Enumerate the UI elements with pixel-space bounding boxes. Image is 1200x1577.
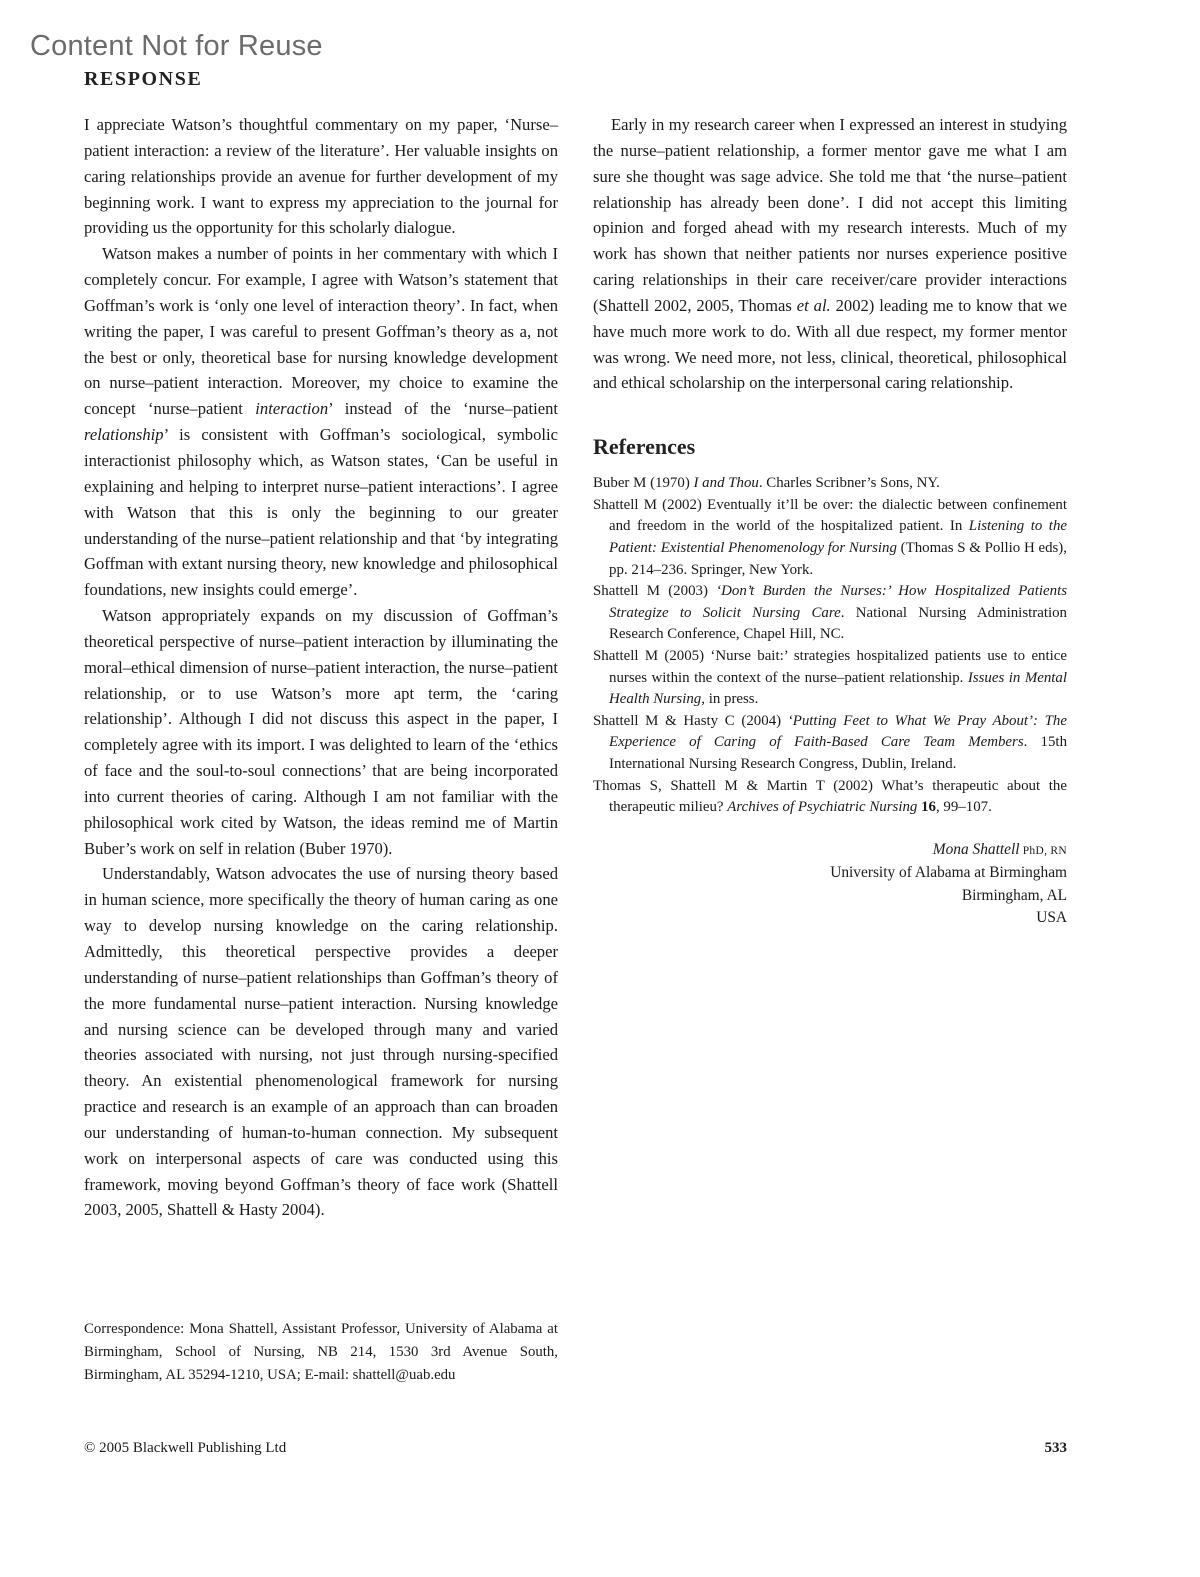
- reference-title: ‘Putting Feet to What We Pray About’: The Experience of Caring of Faith-Based Care Team Members: [609, 712, 1067, 751]
- paragraph-5: [593, 112, 1067, 396]
- author-city: Birmingham, AL: [961, 886, 1067, 904]
- reference-title: Archives of Psychiatric Nursing: [727, 799, 918, 816]
- paragraph-2-emphasis-interaction: interaction: [255, 399, 329, 419]
- reference-text: Shattell M & Hasty C (2004): [593, 712, 788, 729]
- left-column: [84, 112, 558, 1223]
- right-column: [593, 112, 1067, 929]
- author-credentials: PhD, RN: [1019, 844, 1067, 857]
- references-title: References: [593, 434, 696, 460]
- reference-text: Buber M (1970): [593, 475, 694, 492]
- reference-item: [593, 776, 1067, 819]
- paragraph-5-part-a: Early in my research career when I expressed an interest in studying the nurse–patient relationship, a former mentor gave me what I am sure she thought was sage advice. She told me that ‘the nurse–patient relationship has already been done’. I did not accept this limiting opinion and forged ahead with my research interests. Much of my work has shown that neither patients nor nurses experience positive caring relationships in their care receiver/care provider interactions (Shattell 2002, 2005, Thomas: [593, 115, 1067, 315]
- reference-title: Listening to the Patient: Existential Phenomenology for Nursing: [609, 518, 1067, 557]
- watermark: Content Not for Reuse: [30, 30, 323, 62]
- paragraph-4: Understandably, Watson advocates the use of nursing theory based in human science, more specifically the theory of human caring as one way to develop nursing knowledge on the caring relationship. Admittedly, this theoretical perspective provides a deeper understanding of nurse–patient relationships than Goffman’s theory of the more fundamental nurse–patient interaction. Nursing knowledge and nursing science can be developed through many and varied theories associated with nursing, not just through nursing-specified theory. An existential phenomenological framework for nursing practice and research is an example of an approach than can broaden our understanding of human-to-human connection. My subsequent work on interpersonal aspects of care was conducted using this framework, moving beyond Goffman’s theory of face work (Shattell 2003, 2005, Shattell & Hasty 2004).: [84, 864, 558, 1220]
- author-name: Mona Shattell: [932, 840, 1020, 858]
- author-affiliation: University of Alabama at Birmingham: [830, 864, 1067, 882]
- reference-title: ‘Don’t Burden the Nurses:’ How Hospitalized Patients Strategize to Solicit Nursing Care: [609, 583, 1067, 621]
- paragraph-5-part-b: 2002) leading me to know that we have much more work to do. With all due respect, my former mentor was wrong. We need more, not less, clinical, theoretical, philosophical and ethical scholarship on the interpersonal caring relationship.: [593, 295, 1067, 393]
- reference-text: . National Nursing Administration Research Conference, Chapel Hill, NC.: [609, 604, 1067, 643]
- author-signature: [593, 839, 1067, 930]
- reference-volume: 16: [917, 799, 936, 816]
- paragraph-2-part-a: Watson makes a number of points in her commentary with which I completely concur. For example, I agree with Watson’s statement that Goffman’s work is ‘only one level of interaction theory’. In fact, when writing the paper, I was careful to present Goffman’s theory as a, not the best or only, theoretical base for nursing knowledge development on nurse–patient interaction. Moreover, my choice to examine the concept ‘nurse–patient: [84, 244, 558, 419]
- paragraph-1: I appreciate Watson’s thoughtful commentary on my paper, ‘Nurse–patient interaction: a review of the literature’. Her valuable insights on caring relationships provide an avenue for further development of my beginning work. I want to express my appreciation to the journal for providing us the opportunity for this scholarly dialogue.: [84, 115, 558, 238]
- reference-item: [593, 495, 1067, 581]
- author-name-line: [593, 839, 1067, 862]
- page-number: 533: [1044, 1440, 1067, 1456]
- paragraph-3: Watson appropriately expands on my discussion of Goffman’s theoretical perspective of nurse–patient interaction by illuminating the moral–ethical dimension of nurse–patient interaction, the nurse–patient relationship, or to use Watson’s more apt term, the ‘caring relationship’. Although I did not discuss this aspect in the paper, I completely agree with its import. I was delighted to learn of the ‘ethics of face and the soul-to-soul connections’ that are being incorporated into current theories of caring. Although I am not familiar with the philosophical work cited by Watson, the ideas remind me of Martin Buber’s work on self in relation (Buber 1970).: [84, 606, 558, 858]
- reference-text: , 99–107.: [935, 799, 992, 816]
- section-heading: RESPONSE: [84, 68, 203, 90]
- paragraph-2: [84, 241, 558, 603]
- reference-title: I and Thou: [693, 475, 759, 492]
- copyright-footer: © 2005 Blackwell Publishing Ltd: [84, 1440, 287, 1456]
- reference-text: Shattell M (2003): [593, 583, 717, 600]
- reference-text: . 15th International Nursing Research Congress, Dublin, Ireland.: [609, 734, 1068, 772]
- reference-text: . Charles Scribner’s Sons, NY.: [758, 475, 940, 492]
- reference-text: (Thomas S & Pollio H eds), pp. 214–236. Springer, New York.: [609, 540, 1067, 578]
- correspondence-note: Correspondence: Mona Shattell, Assistant Professor, University of Alabama at Birmingham, School of Nursing, NB 214, 1530 3rd Avenue South, Birmingham, AL 35294-1210, USA; E-mail: shattell@uab.edu: [84, 1321, 558, 1383]
- paragraph-5-emphasis: et al.: [796, 295, 831, 315]
- reference-item: [593, 581, 1067, 646]
- paragraph-2-emphasis-relationship: relationship: [84, 425, 164, 445]
- reference-item: [593, 646, 1067, 711]
- reference-item: [593, 473, 1067, 495]
- paragraph-2-part-b: ’ instead of the ‘nurse–patient: [328, 399, 558, 419]
- reference-text: , in press.: [701, 691, 759, 708]
- reference-item: [593, 711, 1067, 776]
- reference-text: Thomas S, Shattell M & Martin T (2002) What’s therapeutic about the therapeutic milieu?: [593, 777, 1067, 816]
- reference-text: Shattell M (2002) Eventually it’ll be over: the dialectic between confinement and freedom in the world of the hospitalized patient. In: [593, 496, 1067, 535]
- reference-text: Shattell M (2005) ‘Nurse bait:’ strategies hospitalized patients use to entice nurses within the context of the nurse–patient relationship.: [593, 648, 1067, 686]
- reference-title: Issues in Mental Health Nursing: [609, 669, 1067, 708]
- author-country: USA: [1036, 909, 1067, 926]
- paragraph-2-part-c: ’ is consistent with Goffman’s sociological, symbolic interactionist philosophy which, as Watson states, ‘Can be useful in explaining and helping to interpret nurse–patient interactions’. I agree with Watson that this is only the beginning to our greater understanding of the nurse–patient relationship and that ‘by integrating Goffman with extant nursing theory, new knowledge and philosophical foundations, new insights could emerge’.: [84, 425, 558, 600]
